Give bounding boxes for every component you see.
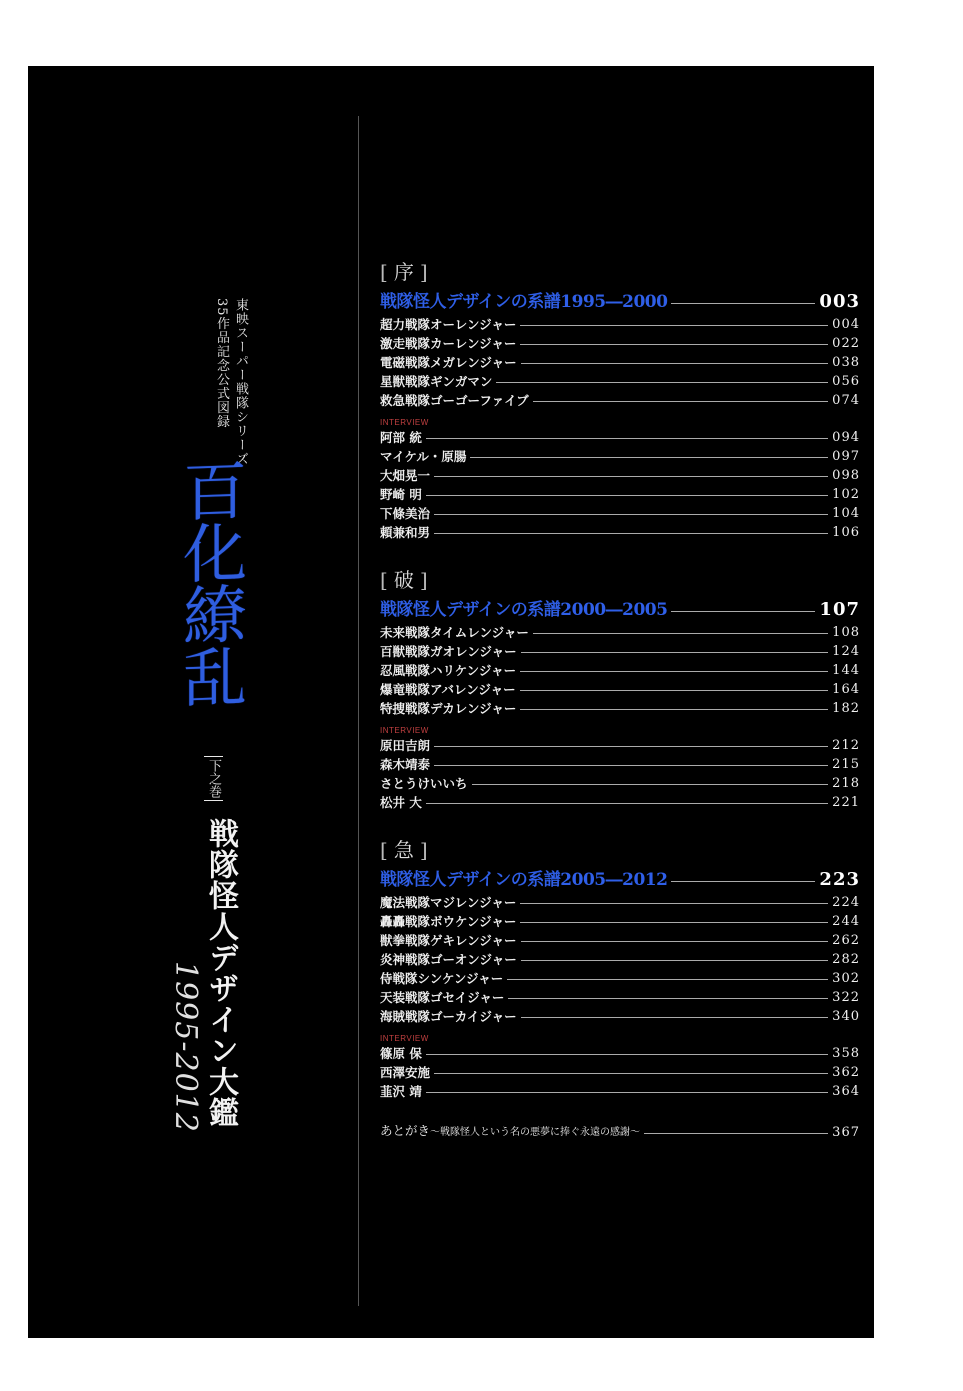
entry-title: 天装戦隊ゴセイジャー — [380, 990, 505, 1005]
toc-section-ha — [380, 564, 860, 812]
leader-line — [520, 903, 828, 904]
entry-title: 電磁戦隊メガレンジャー — [380, 355, 517, 370]
entry-title: 韮沢 靖 — [380, 1084, 422, 1099]
interview-label: INTERVIEW — [380, 726, 429, 735]
volume-label: 下之巻 — [204, 756, 223, 801]
entry-title: 阿部 統 — [380, 430, 422, 445]
leader-line — [470, 457, 828, 458]
entry-title: 特捜戦隊デカレンジャー — [380, 701, 517, 716]
bracket-open: [ — [380, 838, 394, 862]
entry-page: 224 — [832, 895, 860, 910]
toc-section-kyu — [380, 834, 860, 1101]
leader-line — [521, 652, 829, 653]
calligraphy-title: 百化繚乱 — [172, 456, 246, 708]
leader-line — [520, 690, 829, 691]
section-heading — [380, 256, 434, 285]
entry-page: 221 — [832, 795, 860, 810]
leader-line — [671, 611, 815, 612]
section-gap — [380, 1101, 860, 1123]
main-entry-page: 003 — [819, 291, 860, 312]
entry-title: 爆竜戦隊アバレンジャー — [380, 682, 516, 697]
section-heading — [380, 834, 434, 863]
entry-title: 炎神戦隊ゴーオンジャー — [380, 952, 517, 967]
book-page-panel — [28, 66, 874, 1338]
entry-title: 獣拳戦隊ゲキレンジャー — [380, 933, 517, 948]
series-anniversary: 35作品記念公式図録 — [214, 298, 229, 429]
main-entry-title: 戦隊怪人デザインの系譜1995―2000 — [380, 292, 668, 312]
bracket-close: ] — [419, 838, 434, 862]
main-entry-title: 戦隊怪人デザインの系譜2000―2005 — [380, 600, 668, 620]
toc-entry[interactable] — [380, 680, 860, 699]
leader-line — [434, 533, 828, 534]
leader-line — [520, 922, 828, 923]
toc-interview-entry[interactable] — [380, 755, 860, 774]
entry-title: マイケル・原腸 — [380, 449, 467, 464]
entry-title: 激走戦隊カーレンジャー — [380, 336, 517, 351]
entry-page: 367 — [832, 1125, 860, 1140]
year-range: 1995-2012 — [168, 961, 203, 1133]
toc-interview-entry[interactable] — [380, 428, 860, 447]
toc-entry[interactable] — [380, 950, 860, 969]
leader-line — [472, 784, 829, 785]
leader-line — [434, 514, 828, 515]
main-entry-page: 107 — [819, 599, 860, 620]
leader-line — [434, 476, 828, 477]
leader-line — [426, 803, 828, 804]
toc-interview-entry[interactable] — [380, 1044, 860, 1063]
toc-interview-entry[interactable] — [380, 504, 860, 523]
entry-page: 022 — [832, 336, 860, 351]
leader-line — [671, 881, 815, 882]
toc-entry[interactable] — [380, 988, 860, 1007]
toc-main-entry[interactable] — [380, 597, 860, 623]
series-name: 東映スーパー戦隊シリーズ — [233, 298, 248, 466]
toc-entry[interactable] — [380, 969, 860, 988]
interview-label: INTERVIEW — [380, 1034, 429, 1043]
toc-interview-entry[interactable] — [380, 447, 860, 466]
leader-line — [521, 1017, 829, 1018]
section-heading — [380, 564, 434, 593]
leader-line — [521, 960, 828, 961]
entry-page: 362 — [832, 1065, 860, 1080]
leader-line — [520, 344, 828, 345]
entry-title: 野崎 明 — [380, 487, 422, 502]
toc-interview-entry[interactable] — [380, 1082, 860, 1101]
section-gap — [380, 542, 860, 564]
book-subtitle: 戦隊怪人デザイン大鑑 — [203, 818, 238, 1128]
toc-entry[interactable] — [380, 661, 860, 680]
afterword-title: あとがき — [380, 1123, 431, 1138]
entry-title: 轟轟戦隊ボウケンジャー — [380, 914, 517, 929]
column-divider — [358, 116, 359, 1306]
entry-page: 364 — [832, 1084, 860, 1099]
toc-interview-entry[interactable] — [380, 1063, 860, 1082]
entry-page: 004 — [832, 317, 860, 332]
section-label: 序 — [393, 260, 420, 284]
leader-line — [520, 671, 828, 672]
afterword-title-group — [380, 1121, 640, 1142]
leader-line — [507, 979, 828, 980]
entry-title: 篠原 保 — [380, 1046, 422, 1061]
bracket-open: [ — [380, 568, 394, 592]
leader-line — [434, 1073, 828, 1074]
toc-entry[interactable] — [380, 642, 860, 661]
leader-line — [521, 363, 829, 364]
main-entry-page: 223 — [819, 869, 860, 890]
toc-entry[interactable] — [380, 391, 860, 410]
entry-page: 074 — [832, 393, 860, 408]
leader-line — [434, 765, 828, 766]
entry-page: 322 — [832, 990, 860, 1005]
entry-title: さとうけいいち — [380, 776, 468, 791]
entry-page: 244 — [832, 914, 860, 929]
entry-page: 098 — [832, 468, 860, 483]
toc-entry[interactable] — [380, 931, 860, 950]
toc-interview-entry[interactable] — [380, 485, 860, 504]
entry-page: 164 — [832, 682, 860, 697]
toc-interview-entry[interactable] — [380, 523, 860, 542]
toc-entry[interactable] — [380, 1007, 860, 1026]
toc-entry[interactable] — [380, 699, 860, 718]
toc-interview-entry[interactable] — [380, 466, 860, 485]
leader-line — [533, 401, 828, 402]
entry-page: 056 — [832, 374, 860, 389]
leader-line — [434, 746, 828, 747]
entry-page: 340 — [832, 1009, 860, 1024]
leader-line — [426, 1054, 828, 1055]
leader-line — [521, 941, 829, 942]
entry-page: 302 — [832, 971, 860, 986]
entry-title: 星獣戦隊ギンガマン — [380, 374, 493, 389]
entry-page: 104 — [832, 506, 860, 521]
toc-entry[interactable] — [380, 623, 860, 642]
entry-title: 超力戦隊オーレンジャー — [380, 317, 517, 332]
leader-line — [671, 303, 815, 304]
toc-entry[interactable] — [380, 315, 860, 334]
leader-line — [496, 382, 828, 383]
leader-line — [520, 325, 828, 326]
entry-title: 未来戦隊タイムレンジャー — [380, 625, 529, 640]
bracket-close: ] — [419, 260, 434, 284]
entry-page: 106 — [832, 525, 860, 540]
leader-line — [520, 709, 828, 710]
entry-title: 西澤安施 — [380, 1065, 431, 1080]
toc-main-entry[interactable] — [380, 289, 860, 315]
section-label: 急 — [393, 838, 420, 862]
entry-page: 097 — [832, 449, 860, 464]
entry-page: 182 — [832, 701, 860, 716]
entry-title: 魔法戦隊マジレンジャー — [380, 895, 517, 910]
entry-title: 忍風戦隊ハリケンジャー — [380, 663, 517, 678]
entry-title: 下條美治 — [380, 506, 431, 521]
entry-page: 124 — [832, 644, 860, 659]
entry-page: 038 — [832, 355, 860, 370]
entry-page: 094 — [832, 430, 860, 445]
entry-page: 102 — [832, 487, 860, 502]
entry-title: 海賊戦隊ゴーカイジャー — [380, 1009, 517, 1024]
toc-section-jo — [380, 256, 860, 542]
entry-title: 頼兼和男 — [380, 525, 431, 540]
leader-line — [644, 1133, 828, 1134]
leader-line — [426, 438, 828, 439]
entry-title: 百獣戦隊ガオレンジャー — [380, 644, 517, 659]
entry-title: 森木靖泰 — [380, 757, 431, 772]
table-of-contents — [380, 256, 860, 1142]
section-gap — [380, 812, 860, 834]
toc-entry[interactable] — [380, 353, 860, 372]
entry-title: 侍戦隊シンケンジャー — [380, 971, 504, 986]
toc-afterword-entry[interactable] — [380, 1123, 860, 1142]
section-label: 破 — [393, 568, 420, 592]
toc-main-entry[interactable] — [380, 867, 860, 893]
entry-page: 358 — [832, 1046, 860, 1061]
entry-title: 救急戦隊ゴーゴーファイブ — [380, 393, 529, 408]
entry-page: 215 — [832, 757, 860, 772]
entry-title: 原田吉朗 — [380, 738, 431, 753]
bracket-close: ] — [419, 568, 434, 592]
toc-entry[interactable] — [380, 893, 860, 912]
toc-entry[interactable] — [380, 334, 860, 353]
toc-interview-entry[interactable] — [380, 774, 860, 793]
entry-page: 144 — [832, 663, 860, 678]
entry-page: 108 — [832, 625, 860, 640]
entry-page: 262 — [832, 933, 860, 948]
leader-line — [533, 633, 828, 634]
bracket-open: [ — [380, 260, 394, 284]
afterword-subtitle: ～戦隊怪人という名の悪夢に捧ぐ永遠の感謝～ — [430, 1127, 641, 1138]
leader-line — [426, 1092, 828, 1093]
toc-interview-entry[interactable] — [380, 793, 860, 812]
toc-entry[interactable] — [380, 372, 860, 391]
leader-line — [508, 998, 828, 999]
leader-line — [426, 495, 828, 496]
entry-page: 212 — [832, 738, 860, 753]
entry-title: 松井 大 — [380, 795, 422, 810]
interview-label: INTERVIEW — [380, 418, 429, 427]
entry-page: 282 — [832, 952, 860, 967]
toc-interview-entry[interactable] — [380, 736, 860, 755]
entry-page: 218 — [832, 776, 860, 791]
toc-entry[interactable] — [380, 912, 860, 931]
main-entry-title: 戦隊怪人デザインの系譜2005―2012 — [380, 870, 668, 890]
entry-title: 大畑晃一 — [380, 468, 431, 483]
